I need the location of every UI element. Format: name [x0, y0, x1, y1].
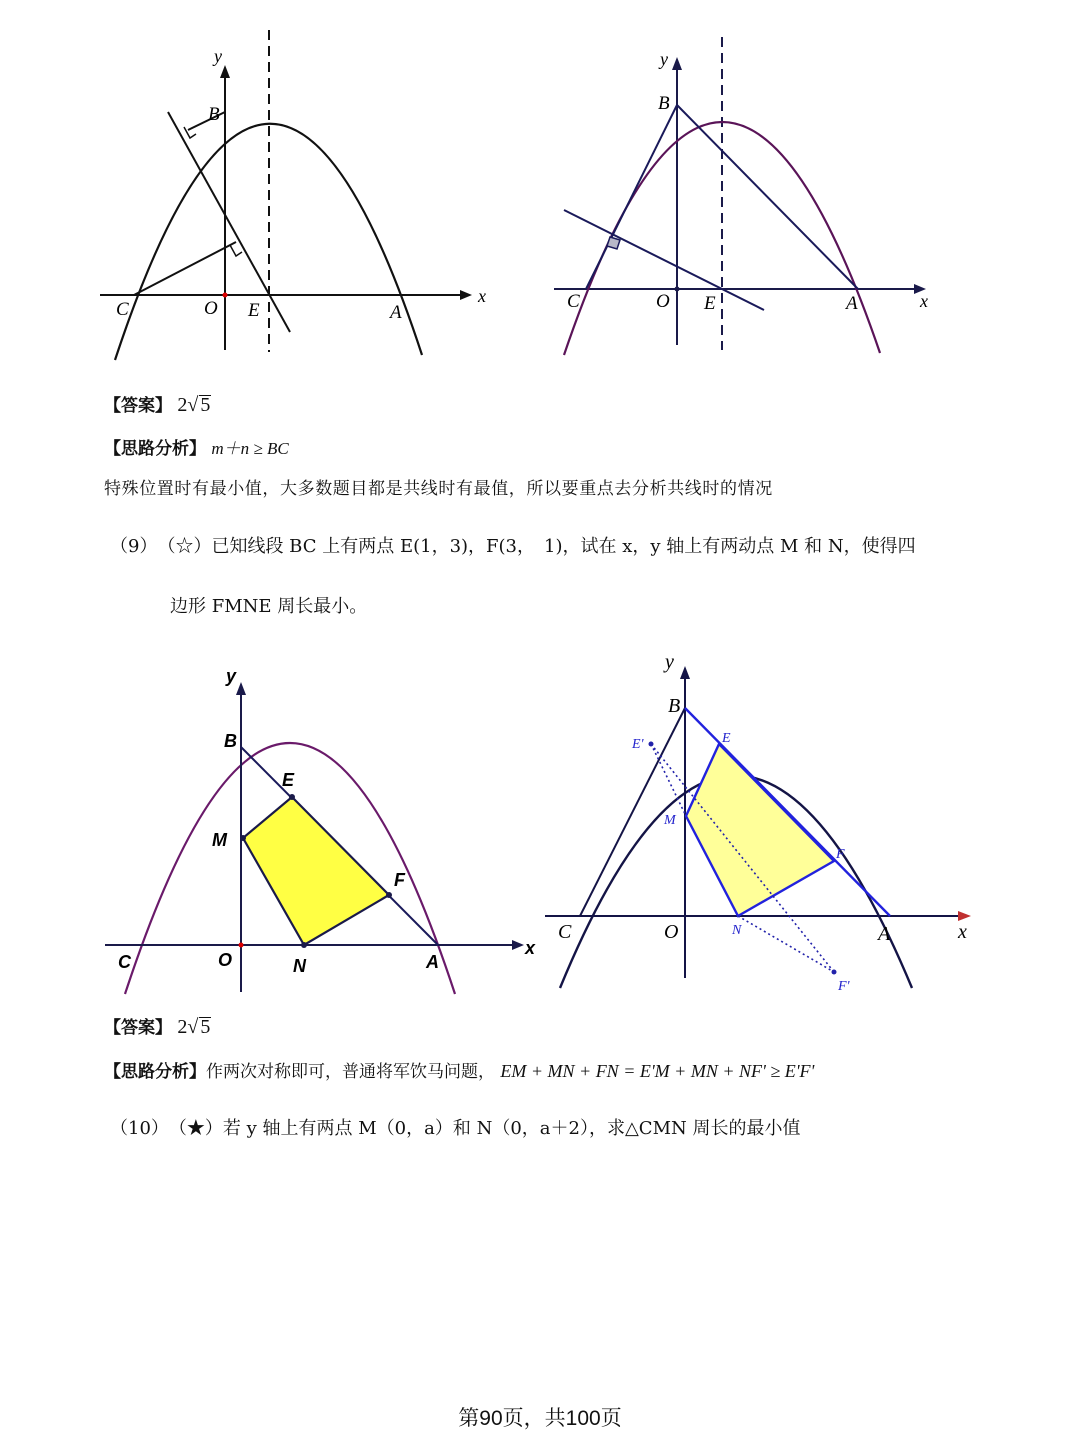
figure-3: [100, 662, 540, 994]
answer-tag: 【答案】: [104, 396, 172, 416]
fig3-y-label: y: [226, 666, 237, 686]
fig2-x-label: x: [920, 291, 928, 311]
answer-coef: 2: [177, 394, 188, 416]
fig4-y-label: y: [665, 651, 674, 673]
fig4-point-n: N: [732, 923, 742, 938]
answer-coef-2: 2: [177, 1016, 188, 1038]
figure-1: [100, 30, 500, 370]
analysis-line-2: [104, 1060, 814, 1083]
figure-2: [550, 35, 950, 365]
fig2-y-label: y: [660, 49, 668, 69]
fig3-point-o: O: [218, 950, 233, 970]
question-9-line2: 边形 FMNE 周长最小。: [170, 596, 368, 617]
fig1-point-c: C: [116, 299, 129, 320]
fig4-point-b: B: [668, 695, 681, 717]
fig1-point-e: E: [248, 300, 260, 321]
analysis-math-2: EM + MN + FN = E'M + MN + NF' ≥ E'F': [500, 1061, 815, 1081]
fig3-point-m: M: [212, 830, 227, 850]
page-footer: 第90页，共100页: [458, 1407, 622, 1430]
fig3-point-b: B: [224, 731, 237, 751]
fig4-point-e: E: [722, 731, 731, 746]
question-9-line1: （9） （☆）已知线段 BC 上有两点 E(1，3)，F(3， 1)，试在 x，y 轴上有两动点 M 和 N，使得四: [110, 536, 916, 557]
answer-radicand: 5: [200, 394, 211, 416]
fig2-point-b: B: [658, 93, 670, 114]
answer-radicand-2: 5: [200, 1016, 211, 1038]
analysis-tag-2: 【思路分析】: [104, 1062, 206, 1082]
fig3-point-a: A: [426, 952, 439, 972]
analysis-tag: 【思路分析】: [104, 439, 206, 459]
fig3-point-f: F: [394, 870, 405, 890]
analysis-math: m＋n ≥ BC: [211, 439, 289, 458]
answer-line-1: 【答案】 2√ 5: [104, 394, 211, 416]
figure-4: [540, 648, 980, 996]
fig3-point-e: E: [282, 770, 295, 790]
fig2-point-e: E: [704, 293, 716, 314]
fig4-x-label: x: [958, 921, 967, 943]
fig4-point-a: A: [878, 923, 891, 945]
fig2-point-a: A: [846, 293, 858, 314]
fig3-point-c: C: [118, 952, 131, 972]
question-10: （10） （★）若 y 轴上有两点 M（0，a）和 N（0，a＋2），求△CMN 周长的最小值: [110, 1118, 801, 1139]
fig3-point-n: N: [293, 956, 306, 976]
note-line: 特殊位置时有最小值，大多数题目都是共线时有最值，所以要重点去分析共线时的情况: [104, 479, 773, 499]
fig1-point-o: O: [204, 298, 218, 319]
answer-line-2: 【答案】 2√ 5: [104, 1016, 211, 1038]
fig2-point-c: C: [567, 291, 580, 312]
analysis-text-2: 作两次对称即可，普通将军饮马问题，: [206, 1062, 495, 1082]
fig4-point-e-prime: E': [632, 737, 644, 752]
fig4-point-m: M: [664, 813, 676, 828]
fig4-point-c: C: [558, 921, 572, 943]
fig4-point-o: O: [664, 921, 679, 943]
fig2-point-o: O: [656, 291, 670, 312]
fig1-x-label: x: [478, 286, 486, 306]
fig1-point-a: A: [390, 302, 402, 323]
fig1-point-b: B: [208, 104, 220, 125]
fig4-point-f-prime: F': [838, 979, 850, 994]
answer-tag-2: 【答案】: [104, 1018, 172, 1038]
fig3-x-label: x: [525, 938, 536, 958]
fig4-point-f: F: [836, 847, 845, 862]
fig1-y-label: y: [214, 46, 222, 66]
analysis-line-1: [104, 438, 289, 460]
